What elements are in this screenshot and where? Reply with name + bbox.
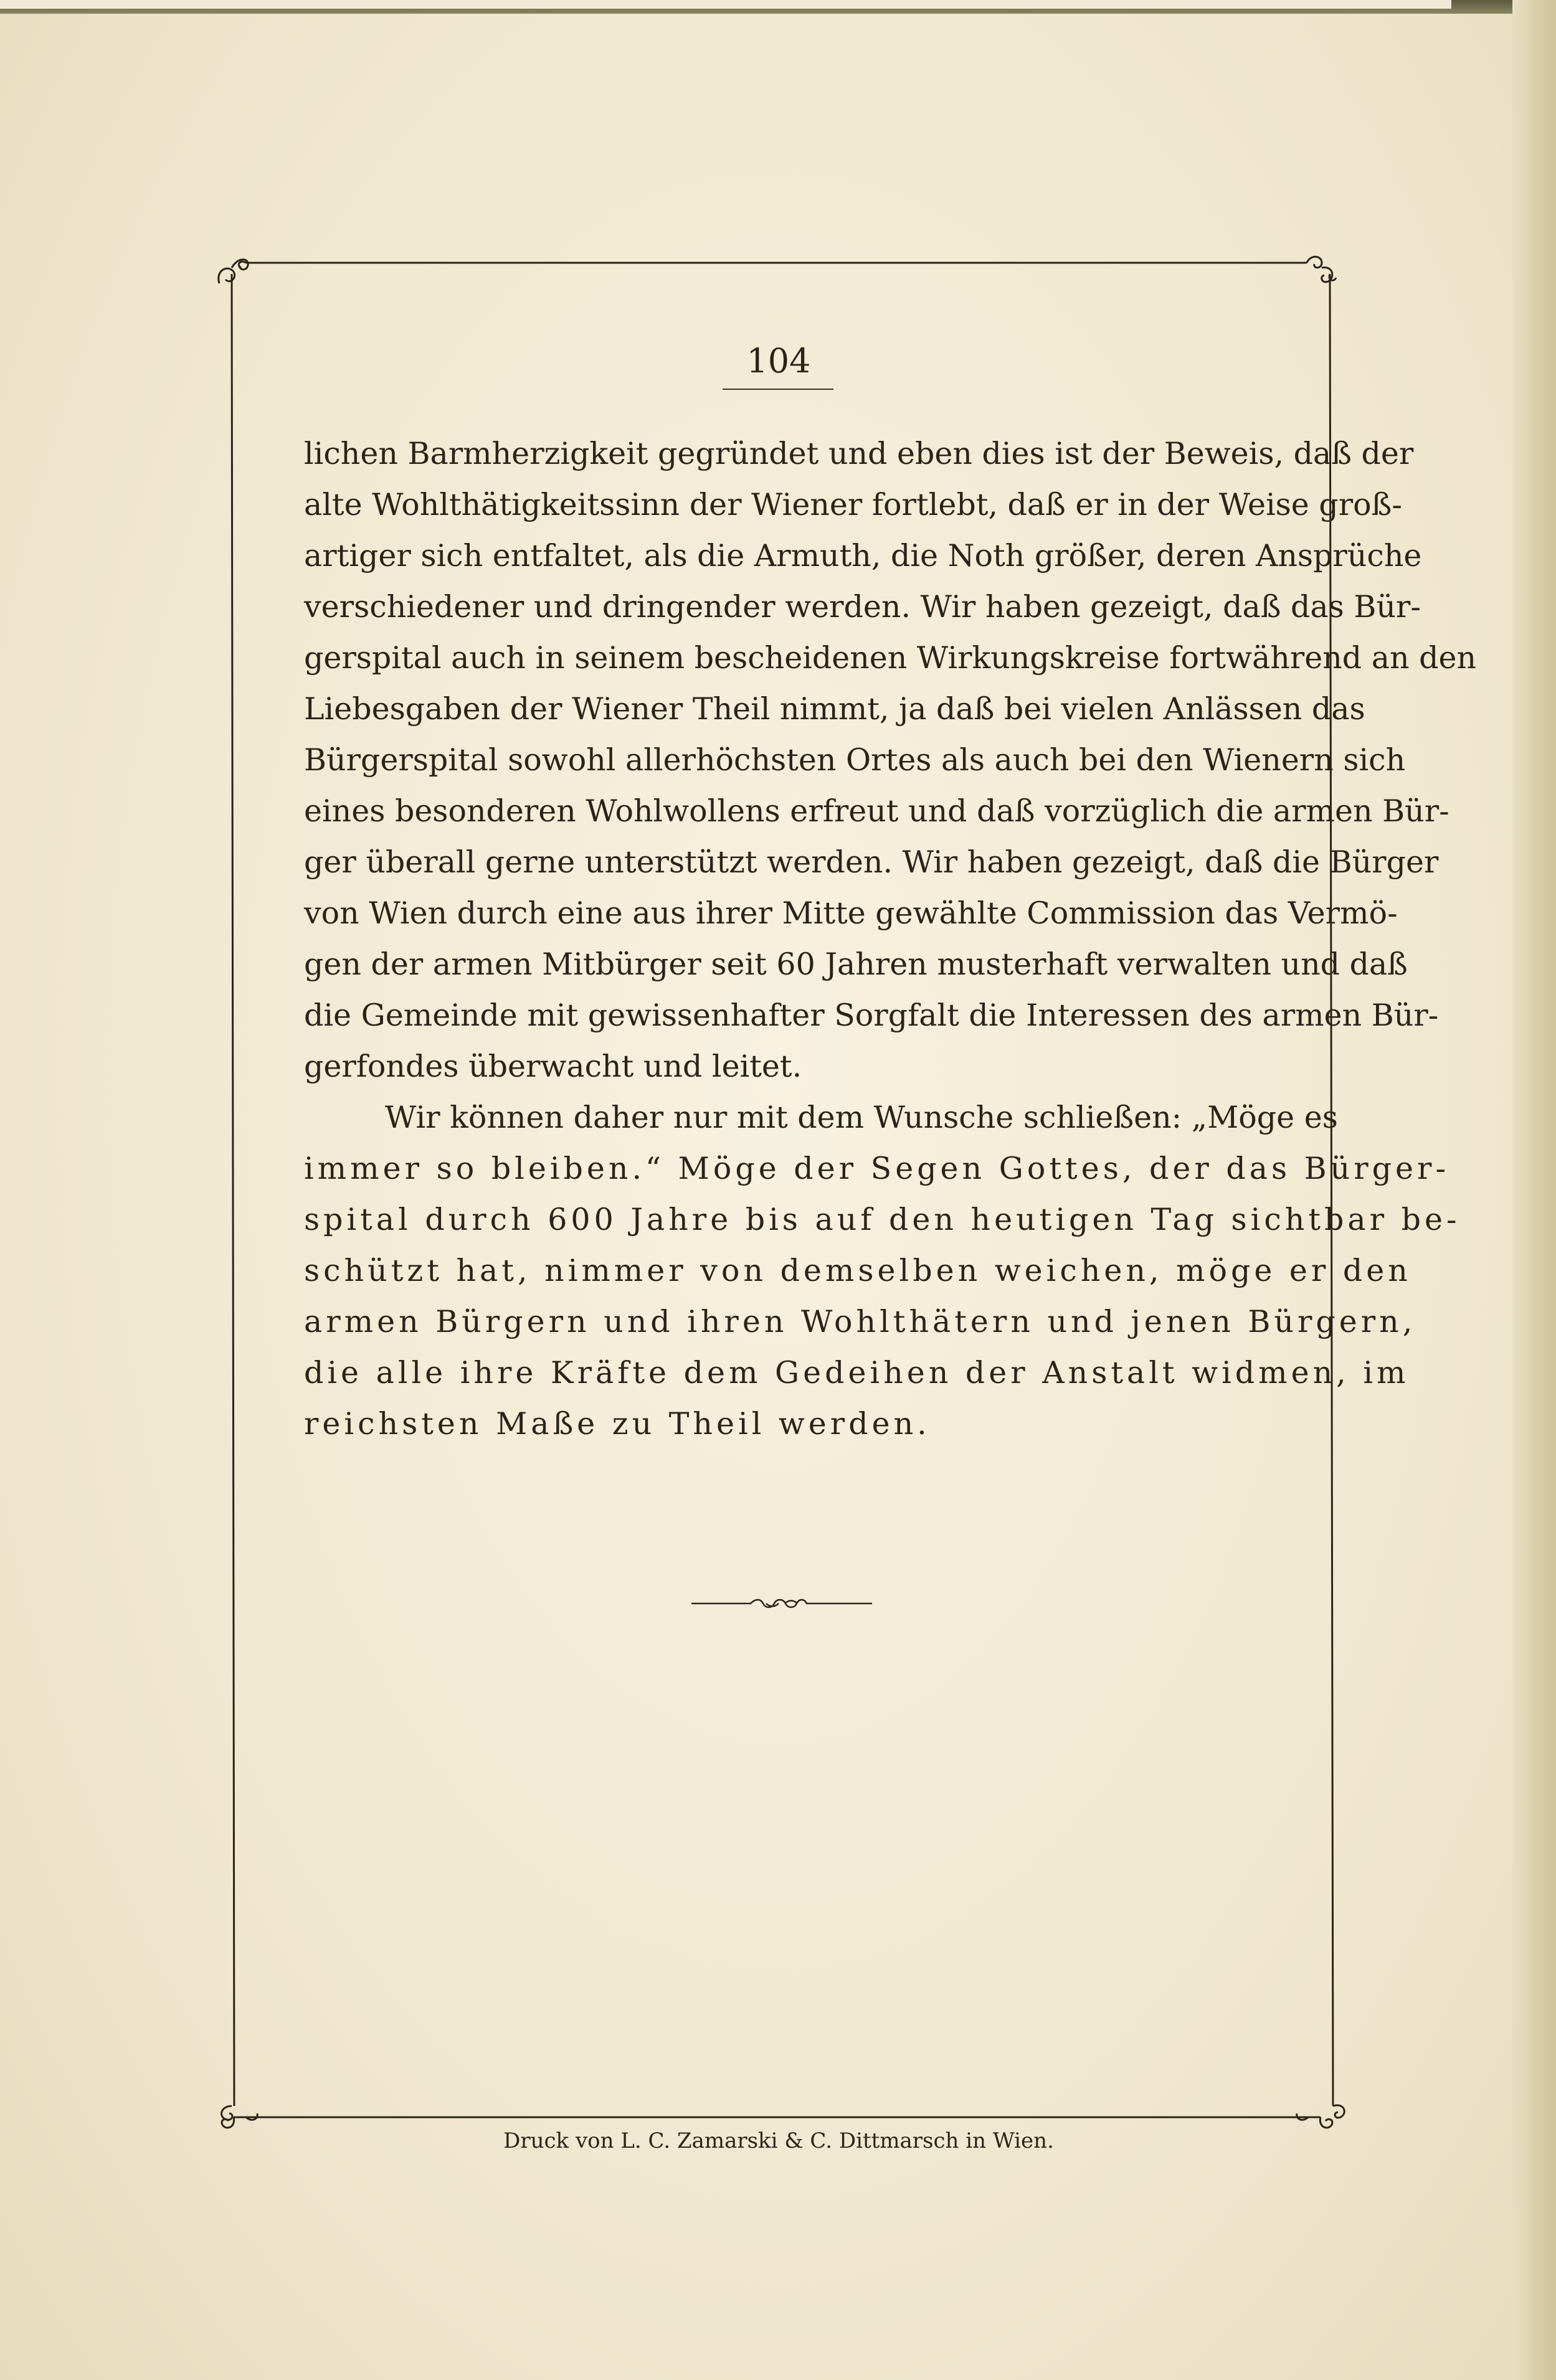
flourish-divider-icon [691, 1594, 872, 1613]
text-line: ger überall gerne unterstützt werden. Wir haben gezeigt, daß die Bürger [304, 844, 1439, 880]
text-line: immer so bleiben.“ Möge der Segen Gottes, der das Bürger- [304, 1151, 1450, 1186]
text-line: gerspital auch in seinem bescheidenen Wirkungskreise fortwährend an den [304, 640, 1477, 676]
text-line: spital durch 600 Jahre bis auf den heutigen Tag sichtbar be- [304, 1202, 1461, 1237]
text-line: die Gemeinde mit gewissenhafter Sorgfalt die Interessen des armen Bür- [304, 998, 1439, 1033]
text-line: armen Bürgern und ihren Wohlthätern und jenen Bürgern, [304, 1304, 1416, 1339]
text-line: alte Wohlthätigkeitssinn der Wiener fortlebt, daß er in der Weise groß- [304, 487, 1402, 522]
text-line: verschiedener und dringender werden. Wir haben gezeigt, daß das Bür- [304, 589, 1421, 625]
text-line: eines besonderen Wohlwollens erfreut und daß vorzüglich die armen Bür- [304, 793, 1449, 829]
text-line: reichsten Maße zu Theil werden. [304, 1406, 931, 1442]
body-text [304, 428, 1477, 1450]
text-line: die alle ihre Kräfte dem Gedeihen der Anstalt widmen, im [304, 1355, 1410, 1391]
corner-ornament-top-left-icon [219, 260, 248, 283]
printer-imprint: Druck von L. C. Zamarski & C. Dittmarsch in Wien. [503, 2128, 1054, 2153]
text-line: von Wien durch eine aus ihrer Mitte gewählte Commission das Vermö- [304, 895, 1398, 931]
text-line: Bürgerspital sowohl allerhöchsten Ortes als auch bei den Wienern sich [304, 742, 1406, 778]
text-line: artiger sich entfaltet, als die Armuth, die Noth größer, deren Ansprüche [304, 538, 1422, 574]
text-line: gerfondes überwacht und leitet. [304, 1049, 802, 1084]
text-line: schützt hat, nimmer von demselben weichen, möge er den [304, 1253, 1411, 1288]
page-number-rule [723, 389, 833, 390]
page-number: 104 [746, 341, 811, 380]
text-line: lichen Barmherzigkeit gegründet und eben dies ist der Beweis, daß der [304, 436, 1414, 471]
corner-ornament-top-right-icon [1307, 257, 1336, 282]
text-line: Wir können daher nur mit dem Wunsche schließen: „Möge es [385, 1100, 1338, 1135]
text-line: gen der armen Mitbürger seit 60 Jahren musterhaft verwalten und daß [304, 947, 1408, 982]
text-line: Liebesgaben der Wiener Theil nimmt, ja daß bei vielen Anlässen das [304, 691, 1365, 727]
